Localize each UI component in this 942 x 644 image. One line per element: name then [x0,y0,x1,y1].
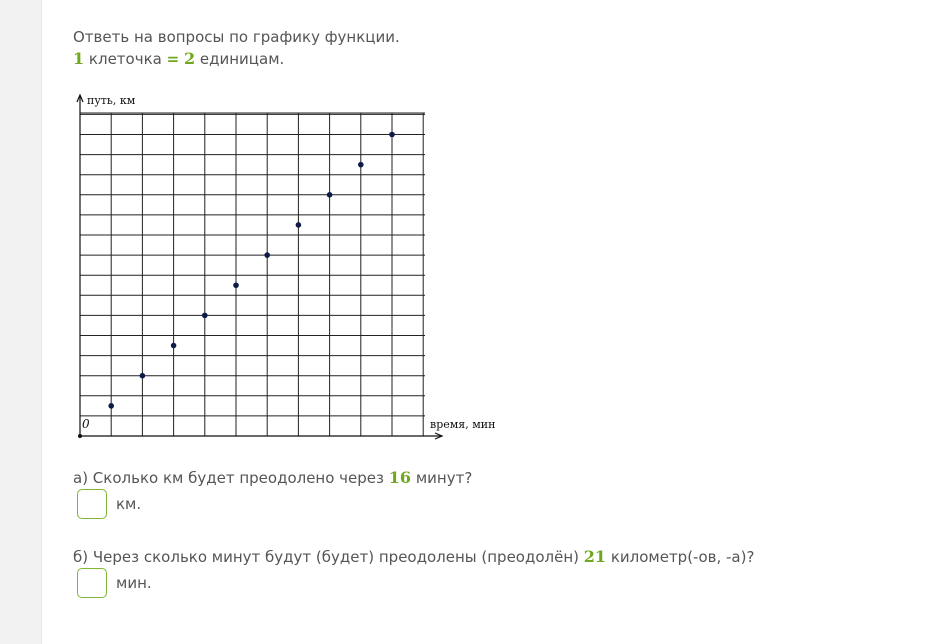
scale-equals: = [166,50,180,68]
question-b [73,546,754,568]
data-point [140,373,146,379]
data-point [171,343,177,349]
answer-b-input[interactable] [77,568,107,598]
origin-label: 0 [82,417,90,431]
answer-b-row [77,568,152,598]
question-b-number: 21 [583,547,607,566]
data-point [389,132,395,138]
data-point [108,403,114,409]
question-b-text: б) Через сколько минут будут (будет) преодолены (преодолён) [73,548,579,566]
question-b-tail: километр(-ов, -а)? [610,548,755,566]
answer-a-input[interactable] [77,489,107,519]
origin-point [78,434,82,438]
scale-number-2: 2 [183,49,196,68]
y-axis-label: путь, км [87,94,136,107]
x-axis-label: время, мин [430,418,496,431]
question-a-tail: минут? [415,469,473,487]
question-a-number: 16 [388,468,412,487]
answer-a-row [77,489,141,519]
data-point [296,222,302,228]
question-a [73,467,472,489]
data-point [327,192,333,198]
scale-number-1: 1 [73,49,85,68]
task-intro: Ответь на вопросы по графику функции. [73,28,400,46]
data-point [264,252,270,258]
scale-word: клеточка [88,50,162,68]
scale-tail: единицам. [199,50,285,68]
data-point [202,313,208,319]
data-point [358,162,364,168]
answer-b-unit: мин. [116,574,152,592]
grid [80,113,425,436]
question-a-text: а) Сколько км будет преодолено через [73,469,385,487]
data-point [233,282,239,288]
data-points [108,132,394,409]
axes [77,95,442,439]
answer-a-unit: км. [116,495,142,513]
